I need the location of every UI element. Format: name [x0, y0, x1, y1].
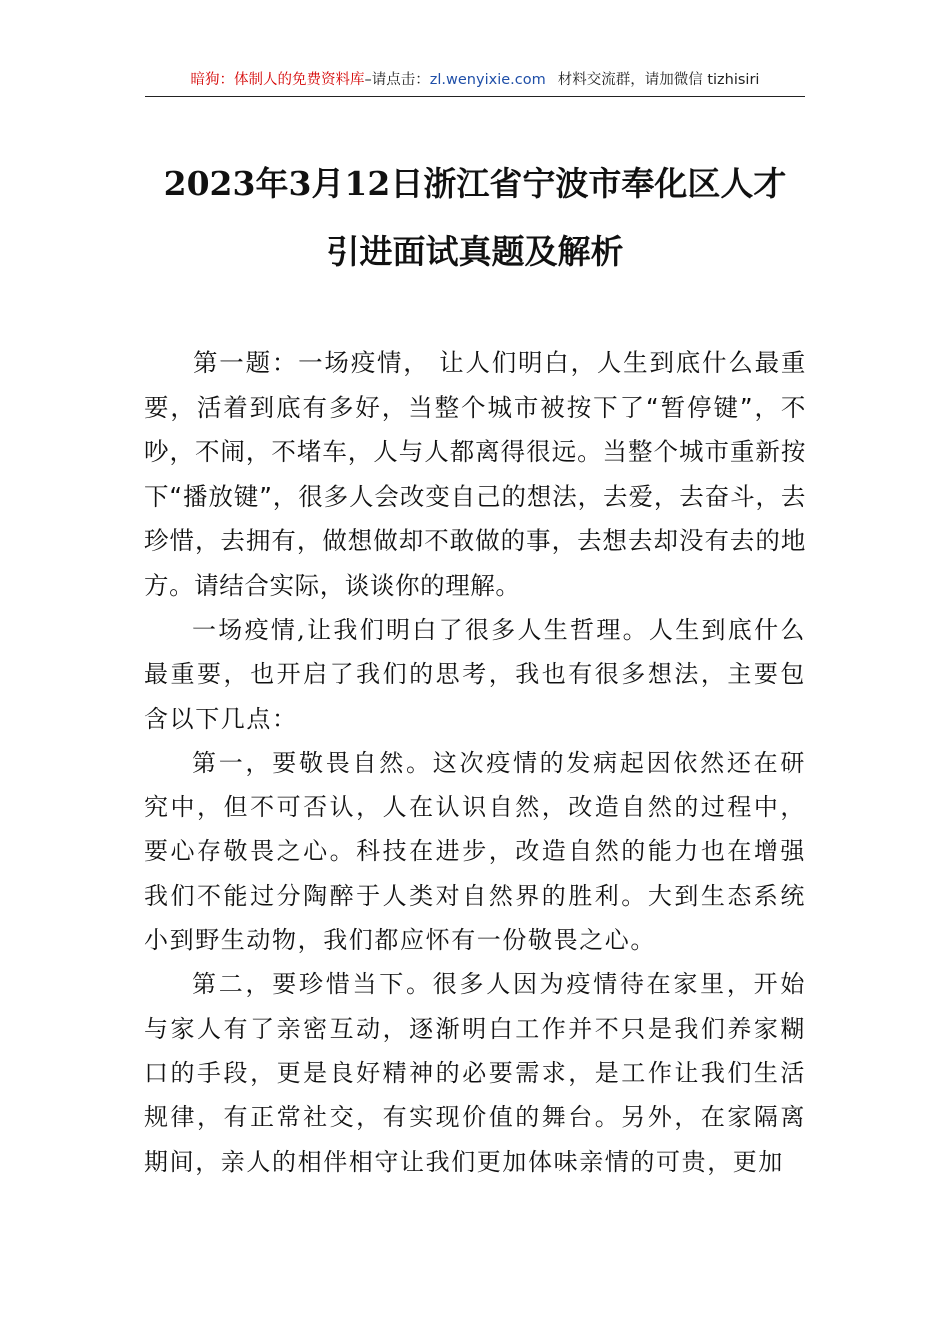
- answer-point-2-paragraph: 第二，要珍惜当下。很多人因为疫情待在家里，开始与家人有了亲密互动，逐渐明白工作并不只是我们养家糊口的手段，更是良好精神的必要需求，是工作让我们生活规律，有正常社交，有实现价值的舞台。另外，在家隔离期间，亲人的相伴相守让我们更加体味亲情的可贵，更加: [144, 970, 806, 1176]
- document-title: [140, 150, 810, 286]
- title-line-1: 2023年3月12日浙江省宁波市奉化区人才: [163, 164, 787, 203]
- question-paragraph: 第一题：一场疫情， 让人们明白，人生到底什么最重要，活着到底有多好，当整个城市被按下了“暂停键”，不吵，不闹，不堵车，人与人都离得很远。当整个城市重新按下“播放键”，很多人会改变自己的想法，去爱，去奋斗，去珍惜，去拥有，做想做却不敢做的事，去想去却没有去的地方。请结合实际，谈谈你的理解。: [144, 348, 806, 600]
- answer-point-1-paragraph: 第一，要敬畏自然。这次疫情的发病起因依然还在研究中，但不可否认，人在认识自然，改造自然的过程中，要心存敬畏之心。科技在进步，改造自然的能力也在增强我们不能过分陶醉于人类对自然界的胜利。大到生态系统小到野生动物，我们都应怀有一份敬畏之心。: [144, 748, 806, 955]
- document-body: [144, 341, 806, 1184]
- header-brand: 暗狗：体制人的免费资料库: [190, 72, 365, 88]
- page-header: [145, 66, 805, 97]
- header-click-prefix: –请点击：: [364, 72, 430, 88]
- title-line-2: 引进面试真题及解析: [326, 232, 624, 271]
- header-group-text: 材料交流群，请加微信 tizhisiri: [557, 72, 760, 88]
- header-url-link[interactable]: zl.wenyixie.com: [429, 72, 546, 88]
- answer-intro-paragraph: 一场疫情,让我们明白了很多人生哲理。人生到底什么最重要，也开启了我们的思考，我也有很多想法，主要包含以下几点：: [144, 616, 806, 733]
